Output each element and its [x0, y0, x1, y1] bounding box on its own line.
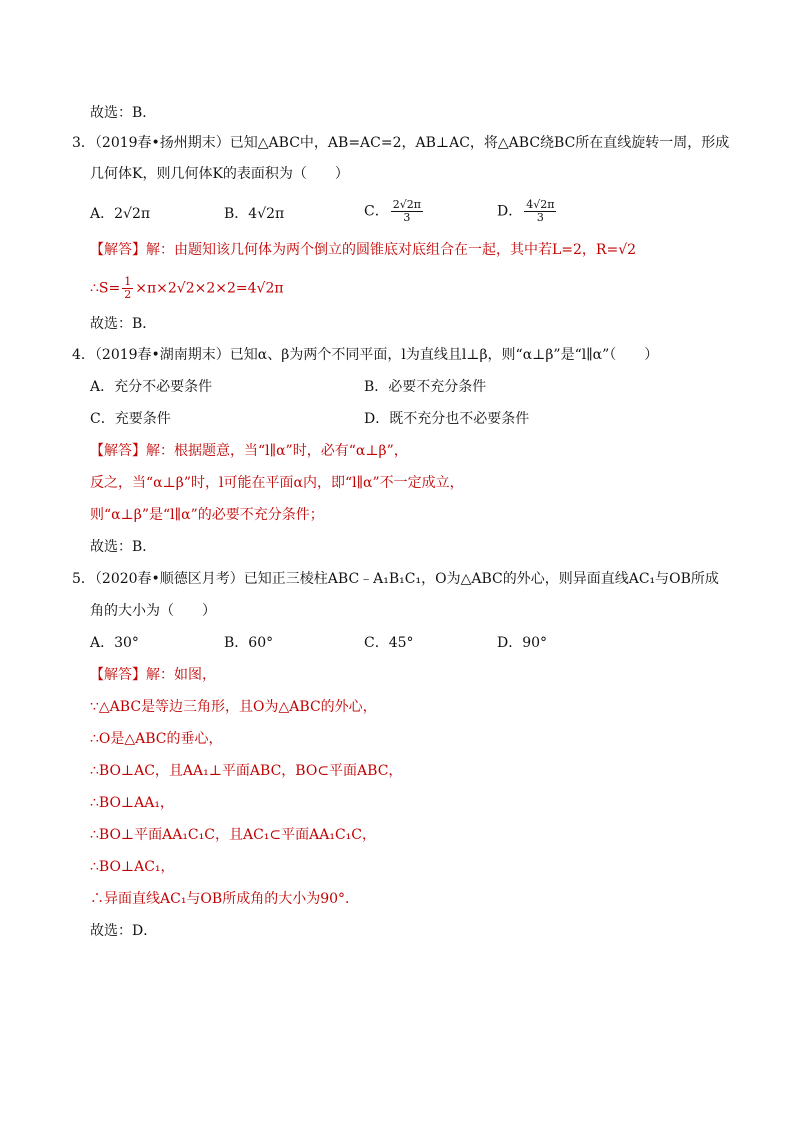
q3-option-d: [497, 199, 558, 224]
q4-option-c: C．充要条件: [90, 411, 171, 427]
q4-solution-line3: 则“α⊥β”是“l∥α”的必要不充分条件；: [90, 507, 324, 523]
q3-answer: 故选：B．: [90, 316, 157, 332]
q3-stem-line1: 3．（2019春•扬州期末）已知△ABC中，AB=AC=2，AB⊥AC，将△ABC绕BC所在直线旋转一周，形成: [72, 135, 730, 151]
q3-option-c-fraction: $\frac{2√2\pi}{3}$: [392, 198, 421, 224]
q5-solution-line7: ∴BO⊥AC₁，: [90, 859, 175, 875]
q3-option-b: B．4√2π: [224, 206, 285, 222]
q4-option-a: A．充分不必要条件: [90, 379, 213, 395]
q5-solution-line5: ∴BO⊥AA₁，: [90, 795, 174, 811]
q4-option-d: D．既不充分也不必要条件: [364, 411, 530, 427]
q5-solution-line6: ∴BO⊥平面AA₁C₁C，且AC₁⊂平面AA₁C₁C，: [90, 827, 377, 843]
q5-option-c: C．45°: [364, 635, 414, 651]
q3-stem-line2: 几何体K，则几何体K的表面积为（ ）: [90, 166, 349, 182]
q3-solution-line2: ∴S= $\frac{1}{2}$ ×π×2√2×2×2=4√2π: [90, 275, 284, 301]
q4-stem: 4．（2019春•湖南期末）已知α、β为两个不同平面，l为直线且l⊥β，则“α⊥β”是“l∥α”（ ）: [72, 347, 659, 363]
q3-option-d-fraction: $\frac{4√2\pi}{3}$: [526, 198, 555, 224]
q2-answer: 故选：B．: [90, 105, 157, 121]
q4-option-b: B．必要不充分条件: [364, 379, 487, 395]
q3-solution-tag: 【解答】: [90, 242, 146, 258]
q5-solution-line2: ∵△ABC是等边三角形，且O为△ABC的外心，: [90, 699, 377, 715]
q3-option-a: A．2√2π: [90, 206, 151, 222]
q5-stem-line1: 5．（2020春•顺德区月考）已知正三棱柱ABC﹣A₁B₁C₁，O为△ABC的外心，则异面直线AC₁与OB所成: [72, 571, 719, 587]
q5-solution-line3: ∴O是△ABC的垂心，: [90, 731, 223, 747]
q5-solution-line4: ∴BO⊥AC，且AA₁⊥平面ABC，BO⊂平面ABC，: [90, 763, 403, 779]
q5-solution-tag: 【解答】: [90, 667, 146, 683]
q4-answer: 故选：B．: [90, 539, 157, 555]
q5-answer: 故选：D．: [90, 923, 158, 939]
q5-option-d: D．90°: [497, 635, 548, 651]
q5-option-a: A．30°: [90, 635, 139, 651]
q5-solution-line1: 【解答】解：如图，: [90, 667, 216, 683]
q4-solution-line2: 反之，当“α⊥β”时，l可能在平面α内，即“l∥α”不一定成立，: [90, 475, 464, 491]
q5-option-b: B．60°: [224, 635, 274, 651]
q3-option-c: [364, 199, 425, 224]
q3-option-d-label: D．: [497, 203, 523, 220]
q5-solution-line8: ∴异面直线AC₁与OB所成角的大小为90°．: [90, 891, 360, 907]
q3-solution-line1: 【解答】解：由题知该几何体为两个倒立的圆锥底对底组合在一起，其中若L=2，R=√2: [90, 242, 637, 258]
q4-solution-line1: 【解答】解：根据题意，当“l∥α”时，必有“α⊥β”，: [90, 443, 408, 459]
q3-half-fraction: $\frac{1}{2}$: [124, 275, 132, 301]
q5-stem-line2: 角的大小为（ ）: [90, 603, 216, 619]
q4-solution-tag: 【解答】: [90, 443, 146, 459]
q3-option-c-label: C．: [364, 203, 389, 220]
